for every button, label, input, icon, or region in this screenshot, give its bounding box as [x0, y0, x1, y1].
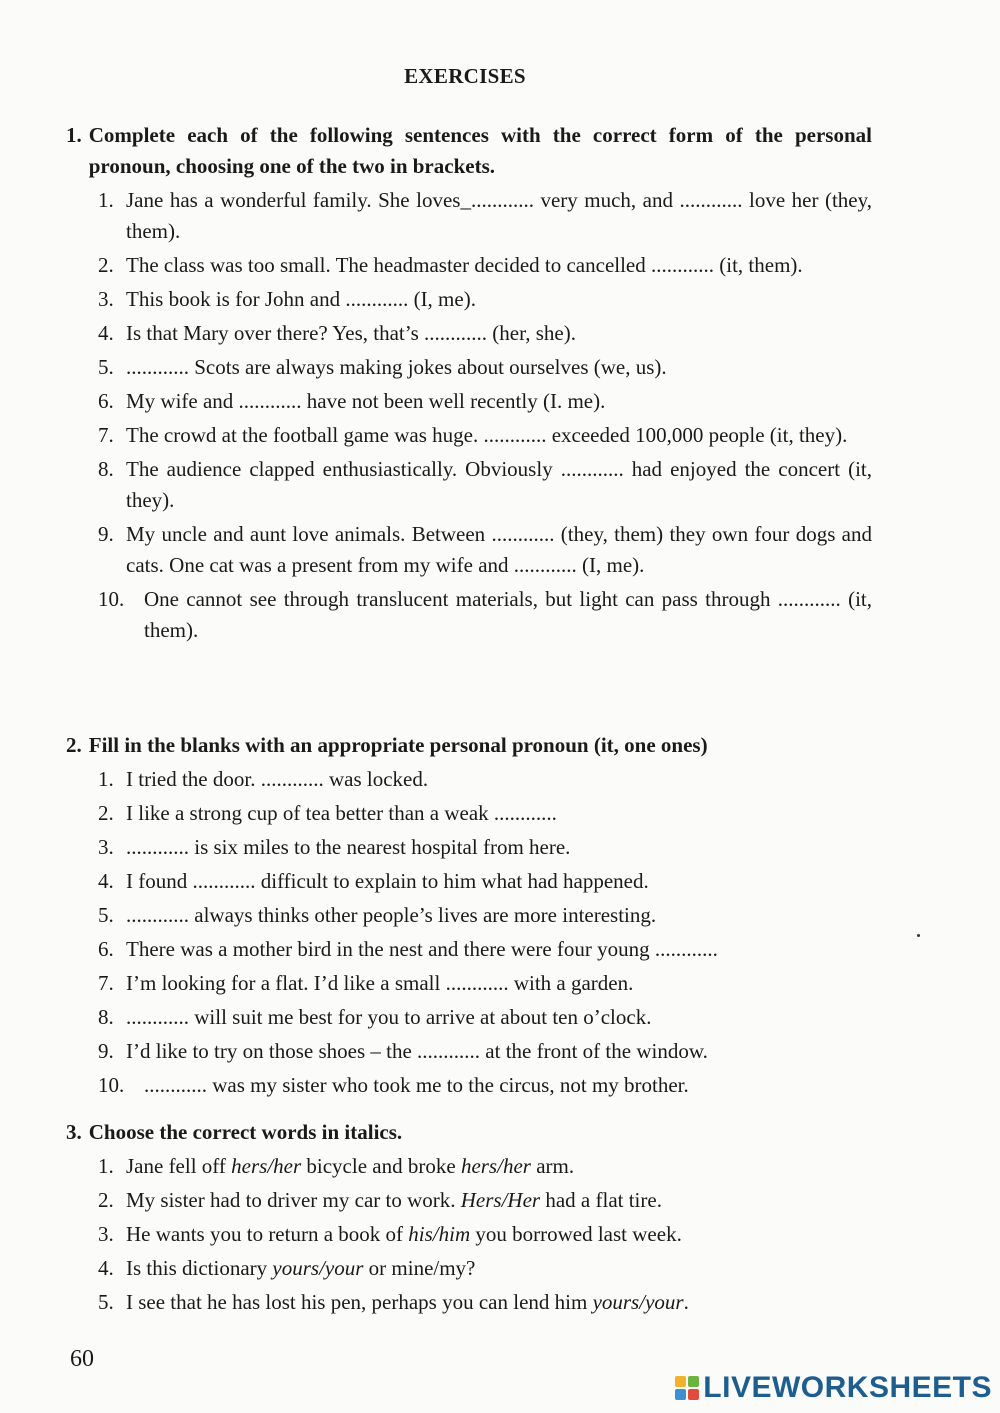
item-number: 8. [98, 1005, 114, 1029]
section-instruction: Choose the correct words in italics. [88, 1120, 403, 1144]
item-text: ............ is six miles to the nearest hospital from here. [126, 835, 571, 859]
item-text: My wife and ............ have not been well recently (I. me). [126, 389, 606, 413]
liveworksheets-logo-icon [675, 1376, 699, 1400]
exercise-list [98, 1151, 872, 1318]
exercise-item [98, 1287, 872, 1318]
item-text: The crowd at the football game was huge. ............ exceeded 100,000 people (it, they). [126, 423, 848, 447]
text-run: had a flat tire. [540, 1188, 662, 1212]
text-run: arm. [530, 1154, 575, 1178]
logo-square [688, 1389, 699, 1400]
section-heading [66, 1117, 872, 1148]
exercise-item [98, 764, 872, 795]
item-text: ............ Scots are always making jokes about ourselves (we, us). [126, 355, 667, 379]
italic-choice: hers/her [231, 1154, 302, 1178]
item-text [126, 1219, 872, 1250]
exercise-item [98, 934, 872, 965]
item-number: 9. [98, 522, 114, 546]
item-text: This book is for John and ............ (I, me). [126, 287, 476, 311]
item-number: 6. [98, 389, 114, 413]
item-text: I like a strong cup of tea better than a weak ............ [126, 801, 557, 825]
item-text: The audience clapped enthusiastically. Obviously ............ had enjoyed the concert (it, they). [126, 457, 872, 512]
item-text [126, 1151, 872, 1182]
item-text [126, 1253, 872, 1284]
exercise-item [98, 866, 872, 897]
page-number: 60 [70, 1346, 94, 1372]
exercise-item [98, 454, 872, 516]
text-run: . [683, 1290, 689, 1314]
italic-choice: Hers/Her [460, 1188, 541, 1212]
logo-square [688, 1376, 699, 1387]
text-run: Jane fell off [126, 1154, 232, 1178]
item-text [126, 1185, 872, 1216]
item-text: I found ............ difficult to explain to him what had happened. [126, 869, 649, 893]
exercise-item [98, 284, 872, 315]
exercise-list [98, 185, 872, 646]
exercise-item [98, 185, 872, 247]
item-number: 4. [98, 869, 114, 893]
exercise-item [98, 318, 872, 349]
section-number: 1. [66, 123, 82, 147]
exercise-item [98, 1253, 872, 1284]
exercise-item [98, 1002, 872, 1033]
exercise-item [98, 900, 872, 931]
item-text: One cannot see through translucent materials, but light can pass through ............ (it, them). [144, 587, 872, 642]
item-number: 10. [98, 587, 125, 611]
text-run: or mine/my? [363, 1256, 476, 1280]
exercise-section [66, 730, 872, 1101]
item-number: 7. [98, 423, 114, 447]
item-number: 5. [98, 1290, 114, 1314]
item-text: I’m looking for a flat. I’d like a small ............ with a garden. [126, 971, 634, 995]
exercise-item [98, 352, 872, 383]
exercise-item [98, 584, 872, 646]
exercise-item [98, 1036, 872, 1067]
item-number: 2. [98, 801, 114, 825]
exercise-item [98, 1219, 872, 1250]
italic-choice: yours/your [592, 1290, 684, 1314]
item-number: 7. [98, 971, 114, 995]
liveworksheets-watermark [675, 1371, 992, 1405]
exercise-item [98, 1070, 872, 1101]
italic-choice: hers/her [460, 1154, 531, 1178]
text-run: He wants you to return a book of [126, 1222, 409, 1246]
text-run: you borrowed last week. [470, 1222, 682, 1246]
item-text [126, 1287, 872, 1318]
exercise-list [98, 764, 872, 1101]
item-text: ............ will suit me best for you to arrive at about ten o’clock. [126, 1005, 652, 1029]
section-heading [66, 120, 872, 182]
item-text: I’d like to try on those shoes – the ............ at the front of the window. [126, 1039, 708, 1063]
item-number: 8. [98, 457, 114, 481]
watermark-text: LIVEWORKSHEETS [703, 1371, 992, 1404]
item-number: 3. [98, 1222, 114, 1246]
exercise-item [98, 798, 872, 829]
section-instruction: Fill in the blanks with an appropriate personal pronoun (it, one ones) [88, 733, 708, 757]
item-number: 2. [98, 253, 114, 277]
item-text: ............ was my sister who took me to the circus, not my brother. [144, 1073, 689, 1097]
logo-square [675, 1389, 686, 1400]
item-number: 3. [98, 287, 114, 311]
item-number: 2. [98, 1188, 114, 1212]
exercise-item [98, 1151, 872, 1182]
section-heading [66, 730, 872, 761]
exercise-section [66, 1117, 872, 1318]
item-text: I tried the door. ............ was locked. [126, 767, 429, 791]
logo-square [675, 1376, 686, 1387]
italic-choice: his/him [408, 1222, 471, 1246]
section-number: 2. [66, 733, 82, 757]
item-text: There was a mother bird in the nest and there were four young ............ [126, 937, 718, 961]
item-text: Is that Mary over there? Yes, that’s ............ (her, she). [126, 321, 576, 345]
exercise-section [66, 120, 872, 646]
exercise-item [98, 386, 872, 417]
item-number: 5. [98, 903, 114, 927]
item-number: 4. [98, 1256, 114, 1280]
text-run: Is this dictionary [126, 1256, 273, 1280]
ink-speck [917, 934, 920, 937]
item-number: 9. [98, 1039, 114, 1063]
item-number: 4. [98, 321, 114, 345]
item-text: The class was too small. The headmaster decided to cancelled ............ (it, them). [126, 253, 803, 277]
item-number: 10. [98, 1073, 125, 1097]
item-text: Jane has a wonderful family. She loves_............ very much, and ............ love her (they, them). [126, 188, 872, 243]
exercise-item [98, 968, 872, 999]
item-number: 1. [98, 188, 114, 212]
item-number: 5. [98, 355, 114, 379]
exercise-item [98, 1185, 872, 1216]
exercise-item [98, 519, 872, 581]
section-instruction: Complete each of the following sentences with the correct form of the personal pronoun, choosing one of the two in brackets. [88, 123, 872, 178]
item-number: 1. [98, 1154, 114, 1178]
text-run: bicycle and broke [301, 1154, 461, 1178]
section-number: 3. [66, 1120, 82, 1144]
item-number: 1. [98, 767, 114, 791]
page-title: EXERCISES [404, 64, 526, 88]
exercise-item [98, 250, 872, 281]
item-text: ............ always thinks other people’s lives are more interesting. [126, 903, 657, 927]
item-text: My uncle and aunt love animals. Between ............ (they, them) they own four dogs and cats. One cat was a present from my wife and ............ (I, me). [126, 522, 872, 577]
text-run: My sister had to driver my car to work. [126, 1188, 461, 1212]
item-number: 3. [98, 835, 114, 859]
exercise-item [98, 420, 872, 451]
exercise-item [98, 832, 872, 863]
item-number: 6. [98, 937, 114, 961]
italic-choice: yours/your [272, 1256, 364, 1280]
text-run: I see that he has lost his pen, perhaps you can lend him [126, 1290, 593, 1314]
